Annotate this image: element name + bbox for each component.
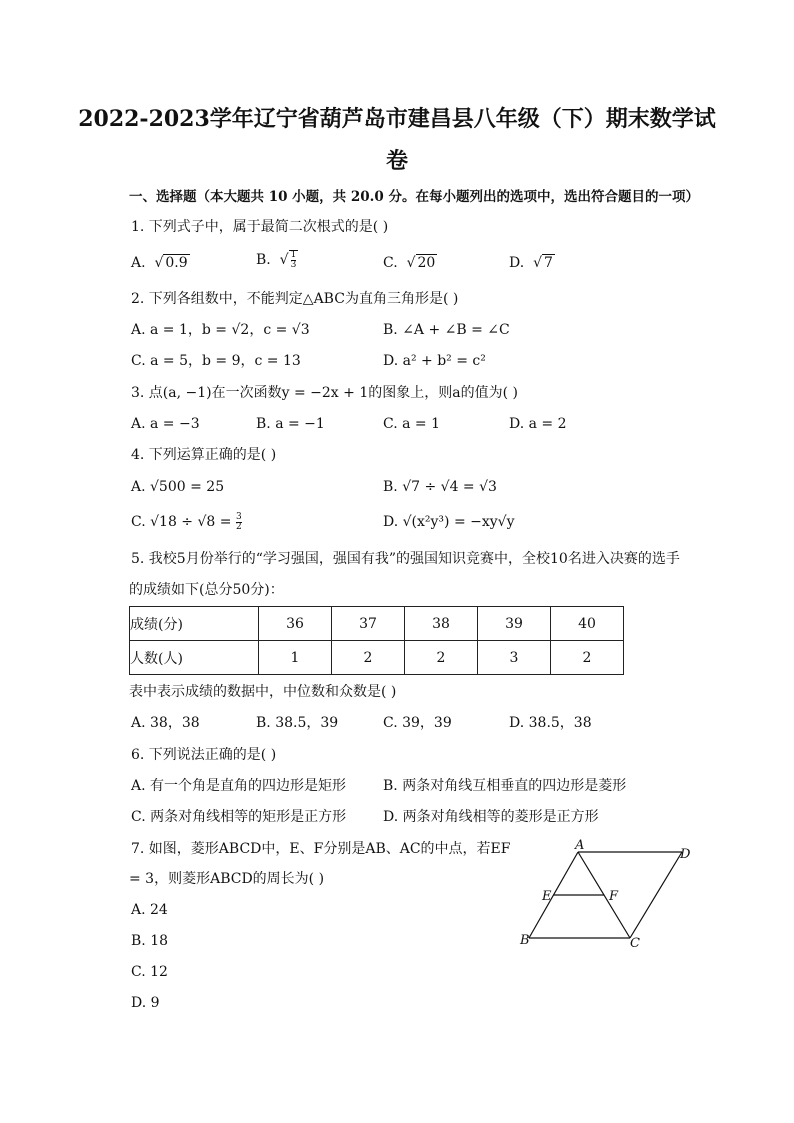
q3-option-b: B. a = −1 bbox=[256, 416, 325, 432]
row-header-count: 人数(人) bbox=[130, 641, 259, 675]
q5-option-d: D. 38.5，38 bbox=[509, 715, 592, 731]
q6-option-b: B. 两条对角线互相垂直的四边形是菱形 bbox=[383, 778, 627, 794]
section-heading: 一、选择题（本大题共 10 小题，共 20.0 分。在每小题列出的选项中，选出符合题目的一项） bbox=[129, 189, 699, 205]
table-cell: 37 bbox=[332, 607, 405, 641]
table-cell: 2 bbox=[405, 641, 478, 675]
label-d: D bbox=[680, 847, 691, 862]
page-title-line1: 2022-2023学年辽宁省葫芦岛市建昌县八年级（下）期末数学试 bbox=[78, 106, 716, 132]
table-cell: 2 bbox=[551, 641, 624, 675]
label-c: C bbox=[630, 936, 640, 951]
q2-option-b: B. ∠A + ∠B = ∠C bbox=[383, 322, 510, 338]
table-cell: 3 bbox=[478, 641, 551, 675]
table-row bbox=[130, 641, 624, 675]
q1-option-c: C. √ 20 bbox=[383, 255, 436, 271]
q1-option-d: D. √ 7 bbox=[509, 255, 553, 271]
q7-stem-line2: = 3，则菱形ABCD的周长为( ) bbox=[129, 871, 325, 887]
page-title-line2: 卷 bbox=[385, 148, 408, 174]
table-cell: 2 bbox=[332, 641, 405, 675]
row-header-score: 成绩(分) bbox=[130, 607, 259, 641]
q7-option-a: A. 24 bbox=[131, 902, 168, 918]
table-cell: 39 bbox=[478, 607, 551, 641]
q5-stem-line1: 5. 我校5月份举行的“学习强国，强国有我”的强国知识竞赛中，全校10名进入决赛的选手 bbox=[131, 551, 680, 567]
label-e: E bbox=[542, 889, 552, 904]
q4-option-d: D. √(x²y³) = −xy√y bbox=[383, 514, 515, 530]
q4-option-b: B. √7 ÷ √4 = √3 bbox=[383, 479, 497, 495]
q7-option-b: B. 18 bbox=[131, 933, 169, 949]
q6-option-a: A. 有一个角是直角的四边形是矩形 bbox=[131, 778, 347, 794]
q3-stem: 3. 点(a, −1)在一次函数y = −2x + 1的图象上，则a的值为( ) bbox=[131, 385, 518, 401]
q6-option-c: C. 两条对角线相等的矩形是正方形 bbox=[131, 809, 347, 825]
rhombus-figure bbox=[510, 838, 710, 956]
score-table bbox=[129, 606, 624, 675]
table-cell: 36 bbox=[259, 607, 332, 641]
q2-option-c: C. a = 5，b = 9，c = 13 bbox=[131, 353, 301, 369]
table-row bbox=[130, 607, 624, 641]
table-cell: 40 bbox=[551, 607, 624, 641]
q5-stem-line2: 的成绩如下(总分50分)： bbox=[129, 582, 284, 598]
q4-stem: 4. 下列运算正确的是( ) bbox=[131, 447, 277, 463]
table-cell: 38 bbox=[405, 607, 478, 641]
table-cell: 1 bbox=[259, 641, 332, 675]
q3-option-d: D. a = 2 bbox=[509, 416, 567, 432]
q3-option-a: A. a = −3 bbox=[131, 416, 200, 432]
q1-option-b: B. $√\frac{1}{3}$ bbox=[256, 250, 297, 270]
q6-stem: 6. 下列说法正确的是( ) bbox=[131, 747, 277, 763]
q7-stem-line1: 7. 如图，菱形ABCD中，E、F分别是AB、AC的中点，若EF bbox=[131, 841, 511, 857]
q5-option-c: C. 39，39 bbox=[383, 715, 452, 731]
q1-stem: 1. 下列式子中，属于最简二次根式的是( ) bbox=[131, 219, 389, 235]
edge-dc bbox=[630, 852, 682, 938]
q5-question: 表中表示成绩的数据中，中位数和众数是( ) bbox=[129, 684, 397, 700]
q4-option-c: C. $√18 \div √8 = \frac{3}{2}$ bbox=[131, 511, 242, 532]
q2-stem: 2. 下列各组数中，不能判定△ABC为直角三角形是( ) bbox=[131, 291, 459, 307]
label-b: B bbox=[520, 933, 530, 948]
q1-option-a: A. √ 0.9 bbox=[131, 255, 188, 271]
q3-option-c: C. a = 1 bbox=[383, 416, 440, 432]
q2-option-d: D. a² + b² = c² bbox=[383, 353, 486, 369]
label-a: A bbox=[575, 838, 585, 853]
q4-option-a: A. √500 = 25 bbox=[131, 479, 225, 495]
label-f: F bbox=[609, 889, 619, 904]
q7-option-d: D. 9 bbox=[131, 995, 160, 1011]
q5-option-a: A. 38，38 bbox=[131, 715, 200, 731]
q6-option-d: D. 两条对角线相等的菱形是正方形 bbox=[383, 809, 599, 825]
q5-option-b: B. 38.5，39 bbox=[256, 715, 339, 731]
q2-option-a: A. a = 1，b = √2，c = √3 bbox=[131, 322, 310, 338]
q7-option-c: C. 12 bbox=[131, 964, 168, 980]
